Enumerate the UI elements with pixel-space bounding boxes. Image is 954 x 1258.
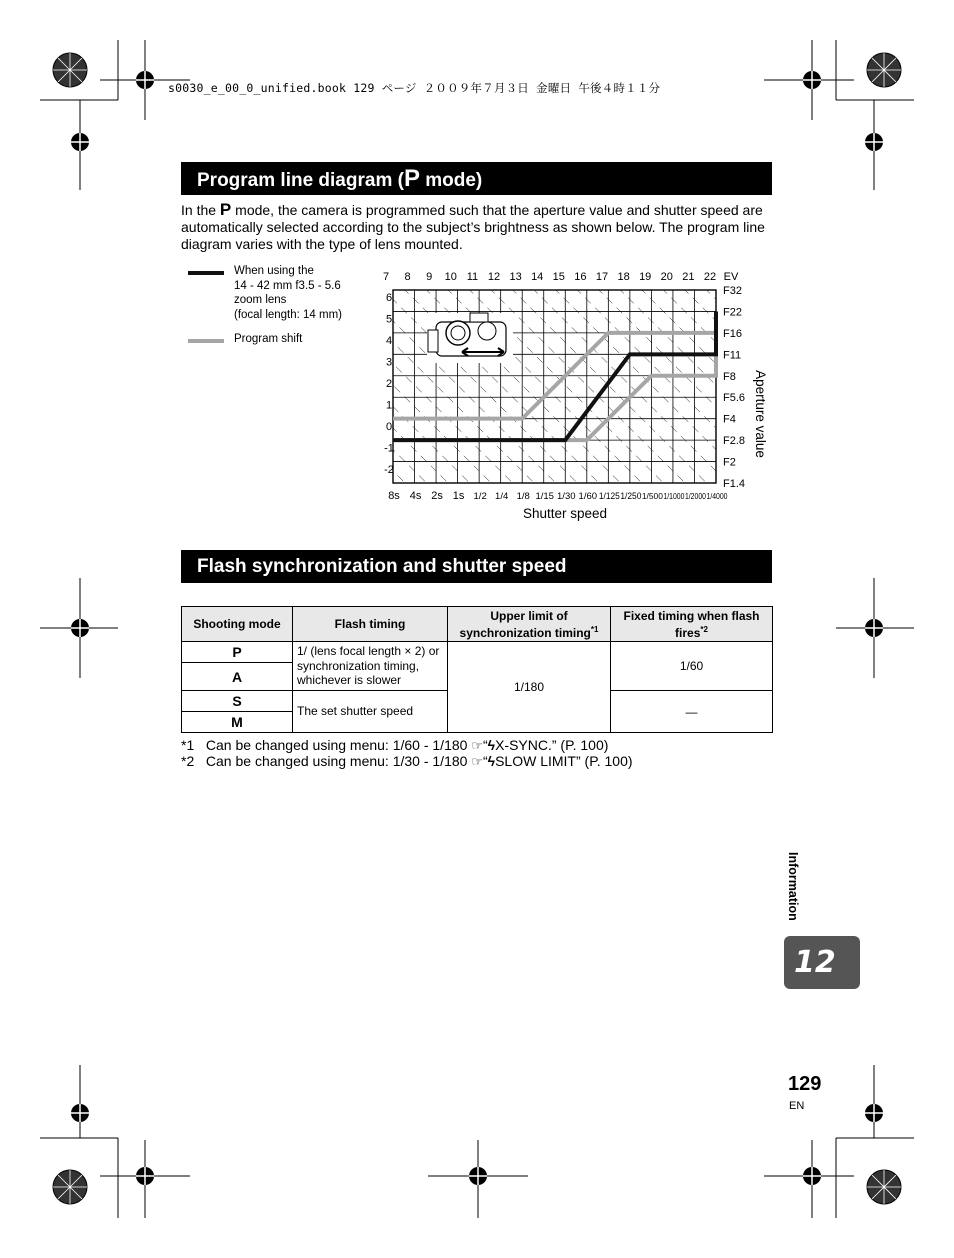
- ev-left-label: 0: [385, 421, 393, 433]
- file-header: s0030_e_00_0_unified.book 129 ページ ２００９年７月３日 金曜日 午後４時１１分: [168, 81, 661, 95]
- y-tick-label: F2: [723, 456, 736, 469]
- ev-top-label: 18: [617, 271, 630, 283]
- x-tick-label: 8s: [388, 490, 400, 502]
- footnote-2-text: Can be changed using menu: 1/30 - 1/180: [205, 753, 468, 769]
- flash-timing-cell: 1/ (lens focal length × 2) or synchronization timing, whichever is slower: [293, 642, 448, 691]
- ev-top-label: 7: [382, 271, 390, 283]
- footnote-1-quote: “: [482, 737, 488, 753]
- ev-top-label: 22: [703, 271, 717, 283]
- y-tick-label: F22: [723, 306, 742, 319]
- y-axis-title: Aperture value: [753, 370, 768, 458]
- x-tick-label: 1/125: [598, 491, 620, 502]
- ev-top-label: 17: [595, 271, 609, 283]
- x-tick-label: 1/500: [641, 492, 664, 501]
- legend-shift-text: Program shift: [234, 333, 303, 345]
- ev-top-label: 14: [531, 271, 544, 283]
- x-tick-label: 1/250: [620, 491, 642, 502]
- x-tick-label: 1/60: [578, 491, 598, 502]
- col-upper-limit-text: Upper limit of synchronization timing: [459, 608, 591, 640]
- x-tick-label: 1/4: [495, 491, 509, 502]
- col-upper-limit: [448, 607, 611, 642]
- intro-paragraph: [181, 201, 781, 253]
- intro-part2: mode, the camera is programmed such that the aperture value and shutter speed are automatically selected according to the subject’s brightness as shown below. The program line diagram varies with the type of lens mounted.: [181, 202, 765, 252]
- col-fixed-timing: [611, 607, 773, 642]
- ev-left-label: 5: [385, 313, 393, 326]
- flash-sync-table: [181, 606, 773, 733]
- footnote-2-item: SLOW LIMIT” (P. 100): [495, 753, 633, 769]
- ev-top-label: 9: [426, 271, 433, 283]
- legend-line3: zoom lens: [234, 294, 287, 306]
- col-upper-sup: *1: [590, 624, 599, 634]
- program-line-chart: [360, 262, 780, 524]
- ev-left-label: 2: [385, 378, 393, 390]
- legend-line1: When using the: [234, 265, 314, 277]
- y-tick-label: F8: [723, 370, 736, 383]
- ev-diagonal: [360, 278, 374, 495]
- ev-left-label: 1: [385, 399, 393, 412]
- col-fixed-sup: *2: [700, 624, 708, 634]
- ev-top-label: 21: [682, 271, 695, 283]
- intro-p-glyph: P: [219, 200, 232, 219]
- footnote-1-item: X-SYNC.” (P. 100): [495, 737, 609, 753]
- footnote-1-text: Can be changed using menu: 1/60 - 1/180: [205, 737, 468, 753]
- flash-icon: ϟ: [487, 753, 496, 769]
- x-axis-title: Shutter speed: [522, 506, 608, 521]
- ev-left-label: 6: [385, 292, 393, 304]
- ev-top-label: 16: [574, 271, 587, 283]
- ev-top-label: 19: [639, 271, 652, 283]
- ev-top-label: 10: [444, 271, 457, 283]
- heading-text-prefix: Program line diagram (: [197, 170, 404, 191]
- y-tick-label: F11: [723, 349, 742, 362]
- page-language: EN: [789, 1100, 805, 1112]
- flash-timing-cell: The set shutter speed: [293, 691, 448, 733]
- legend-shift-line: [188, 339, 224, 343]
- camera-icon: [427, 313, 513, 363]
- reference-icon: ☞: [471, 738, 483, 753]
- ev-axis-label: EV: [723, 271, 739, 283]
- section-heading-program-line: [181, 162, 772, 195]
- heading-text-suffix: mode): [419, 170, 483, 191]
- y-tick-label: F5.6: [723, 392, 746, 405]
- section-heading-flash-sync: Flash synchronization and shutter speed: [181, 550, 772, 583]
- footnote-2-mark: *2: [181, 753, 195, 769]
- fixed-timing-cell: 1/60: [611, 642, 773, 691]
- x-tick-label: 1s: [452, 490, 465, 502]
- y-tick-label: F4: [723, 413, 736, 426]
- footnote-1-mark: *1: [181, 737, 195, 753]
- legend-line2: 14 - 42 mm f3.5 - 5.6: [234, 279, 341, 292]
- ev-left-label: 4: [385, 335, 393, 347]
- mode-cell: P: [182, 642, 293, 663]
- flash-icon: ϟ: [487, 737, 496, 753]
- reference-icon: ☞: [471, 754, 483, 769]
- p-mode-glyph: P: [403, 165, 420, 192]
- x-tick-label: 1/8: [516, 491, 530, 502]
- side-label-text: Information: [786, 852, 800, 921]
- x-tick-label: 2s: [431, 490, 443, 502]
- chapter-tab: 12: [784, 936, 860, 989]
- ev-top-label: 15: [552, 271, 565, 283]
- mode-cell: S: [182, 691, 293, 712]
- mode-cell: A: [182, 663, 293, 691]
- ev-left-label: 3: [385, 356, 393, 369]
- col-fixed-text: Fixed timing when flash fires: [623, 608, 760, 640]
- x-tick-label: 1/2000: [684, 492, 707, 501]
- footnote-1: [181, 737, 608, 754]
- legend-line4: (focal length: 14 mm): [234, 308, 343, 321]
- footnote-2: [181, 753, 633, 770]
- mode-cell: M: [182, 712, 293, 733]
- x-tick-label: 1/15: [535, 491, 554, 502]
- upper-limit-cell: 1/180: [448, 642, 611, 733]
- x-tick-label: 1/30: [557, 491, 576, 502]
- footnote-2-quote: “: [482, 753, 488, 769]
- col-shooting-mode: Shooting mode: [182, 607, 293, 642]
- table-header-row: [182, 607, 773, 642]
- y-tick-label: F1.4: [723, 478, 746, 490]
- legend-black-line: [188, 271, 224, 275]
- fixed-timing-cell: —: [611, 691, 773, 733]
- ev-top-label: 11: [466, 271, 479, 283]
- col-flash-timing: Flash timing: [293, 607, 448, 642]
- x-tick-label: 1/1000: [663, 492, 685, 501]
- ev-top-label: 12: [487, 271, 501, 283]
- chapter-side-label: [782, 852, 802, 932]
- x-tick-label: 1/2: [473, 491, 487, 502]
- x-tick-label: 1/4000: [706, 492, 728, 501]
- y-tick-label: F2.8: [723, 435, 746, 448]
- ev-left-label: -2: [384, 464, 394, 476]
- ev-top-label: 8: [404, 271, 411, 283]
- ev-top-label: 20: [660, 271, 673, 283]
- x-tick-label: 4s: [409, 490, 422, 502]
- table-row: [182, 642, 773, 663]
- ev-left-label: -1: [384, 442, 394, 455]
- y-tick-label: F16: [723, 327, 742, 340]
- page-number: 129: [788, 1073, 822, 1095]
- y-tick-label: F32: [723, 285, 742, 297]
- legend-lens-text: [234, 264, 342, 322]
- intro-part1: In the: [181, 202, 220, 218]
- ev-top-label: 13: [509, 271, 522, 283]
